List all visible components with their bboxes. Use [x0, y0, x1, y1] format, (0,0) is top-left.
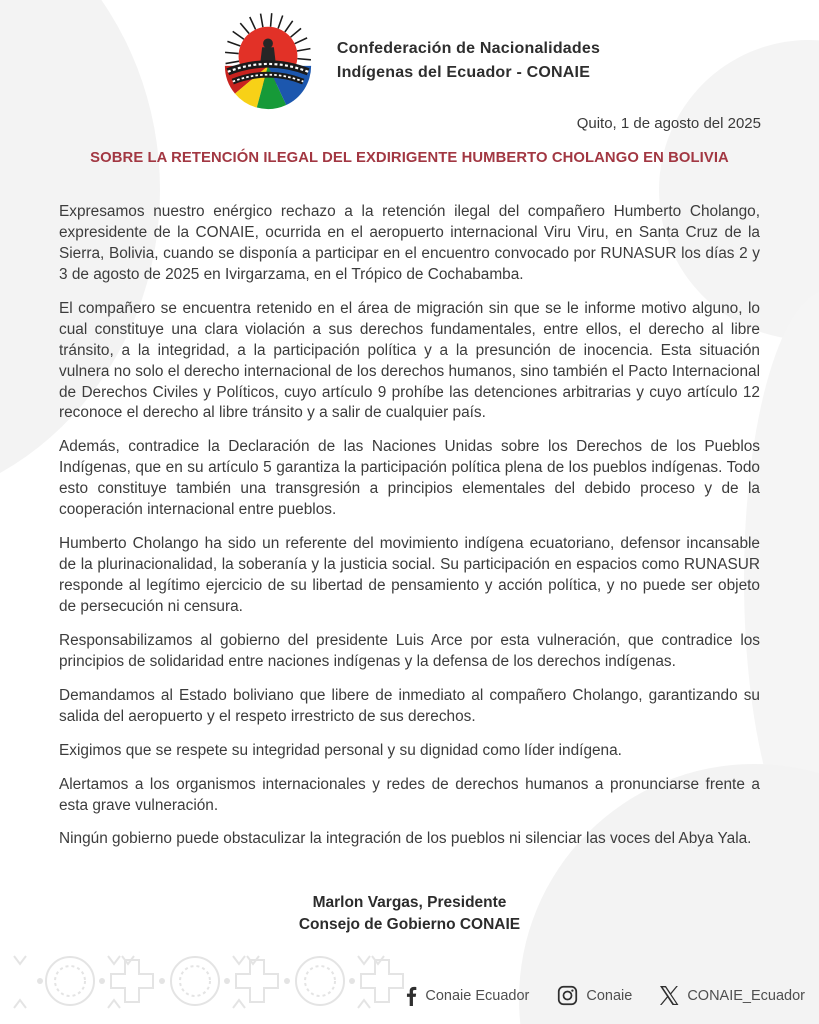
paragraph-3: Además, contradice la Declaración de las Naciones Unidas sobre los Derechos de los Pueblos Indígenas, que en su artículo 5 garantiza la participación política plena de los pueblos indígenas. Todo esto constituye también una transgresión a principios elementales del debido proceso y de la cooperación internacional entre pueblos. — [59, 438, 760, 519]
paragraph-8: Alertamos a los organismos internacionales y redes de derechos humanos a pronunciarse frente a esta grave vulneración. — [59, 775, 760, 814]
facebook-link[interactable] — [406, 986, 529, 1006]
paragraph-9: Ningún gobierno puede obstaculizar la integración de los pueblos ni silenciar las voces del Abya Yala. — [59, 830, 752, 848]
paragraph-1: Expresamos nuestro enérgico rechazo a la retención ilegal del compañero Humberto Cholango, expresidente de la CONAIE, ocurrida en el aeropuerto internacional Viru Viru, en Santa Cruz de la Sierra, Bolivia, cuando se disponía a participar en el encuentro convocado por RUNASUR los días 2 y 3 de agosto de 2025 en Ivirgarzama, en el Trópico de Cochabamba. — [59, 203, 760, 283]
decorative-pattern-strip — [10, 953, 405, 1016]
facebook-handle: Conaie Ecuador — [425, 987, 530, 1004]
document-date: Quito, 1 de agosto del 2025 — [576, 115, 761, 132]
paragraph-7: Exigimos que se respete su integridad personal y su dignidad como líder indígena. — [59, 741, 622, 759]
organization-name-line2: Indígenas del Ecuador - CONAIE — [336, 64, 591, 81]
paragraph-6: Demandamos al Estado boliviano que libere de inmediato al compañero Cholango, garantizando su salida del aeropuerto y el respeto irrestricto de sus derechos. — [59, 686, 760, 725]
instagram-icon — [557, 985, 578, 1006]
x-twitter-handle: CONAIE_Ecuador — [687, 987, 805, 1004]
paragraph-5: Responsabilizamos al gobierno del presidente Luis Arce por esta vulneración, que contradice los principios de solidaridad entre naciones indígenas y la defensa de los derechos indígenas. — [59, 631, 760, 670]
document-body — [59, 202, 760, 863]
x-twitter-icon — [660, 986, 679, 1005]
conaie-logo — [219, 12, 317, 110]
organization-name — [337, 37, 600, 85]
paragraph-2: El compañero se encuentra retenido en el área de migración sin que se le informe motivo alguno, lo cual constituye una clara violación a sus derechos fundamentales, entre ellos, el derecho al libre tránsito, a la integridad, a la participación política y a la presunción de inocencia. Esta situación vulnera no solo el derecho internacional de los derechos humanos, sino también el Pacto Internacional de Derechos Civiles y Políticos, cuyo artículo 9 prohíbe las detenciones arbitrarias y cuyo artículo 12 reconoce el derecho al libre tránsito y a salir de cualquier país. — [59, 299, 760, 422]
instagram-link[interactable] — [557, 985, 632, 1006]
signature-name: Marlon Vargas, Presidente — [312, 894, 507, 911]
letterhead — [0, 12, 819, 110]
andean-motif-pattern — [10, 953, 405, 1011]
conaie-logo-emblem — [219, 12, 317, 110]
instagram-handle: Conaie — [586, 987, 633, 1004]
paragraph-4: Humberto Cholango ha sido un referente del movimiento indígena ecuatoriano, defensor incansable de la plurinacionalidad, la soberanía y la justicia social. Su participación en espacios como RUNASUR responde al legítimo ejercicio de su libertad de pensamiento y acción política, y no puede ser objeto de persecución ni censura. — [59, 535, 760, 615]
x-twitter-link[interactable] — [660, 986, 805, 1005]
social-links — [406, 985, 805, 1006]
facebook-icon — [406, 986, 417, 1006]
document-title: SOBRE LA RETENCIÓN ILEGAL DEL EXDIRIGENTE HUMBERTO CHOLANGO EN BOLIVIA — [90, 150, 729, 166]
signature-block — [0, 892, 819, 937]
organization-name-line1: Confederación de Nacionalidades — [336, 40, 601, 57]
signature-role: Consejo de Gobierno CONAIE — [298, 916, 521, 934]
